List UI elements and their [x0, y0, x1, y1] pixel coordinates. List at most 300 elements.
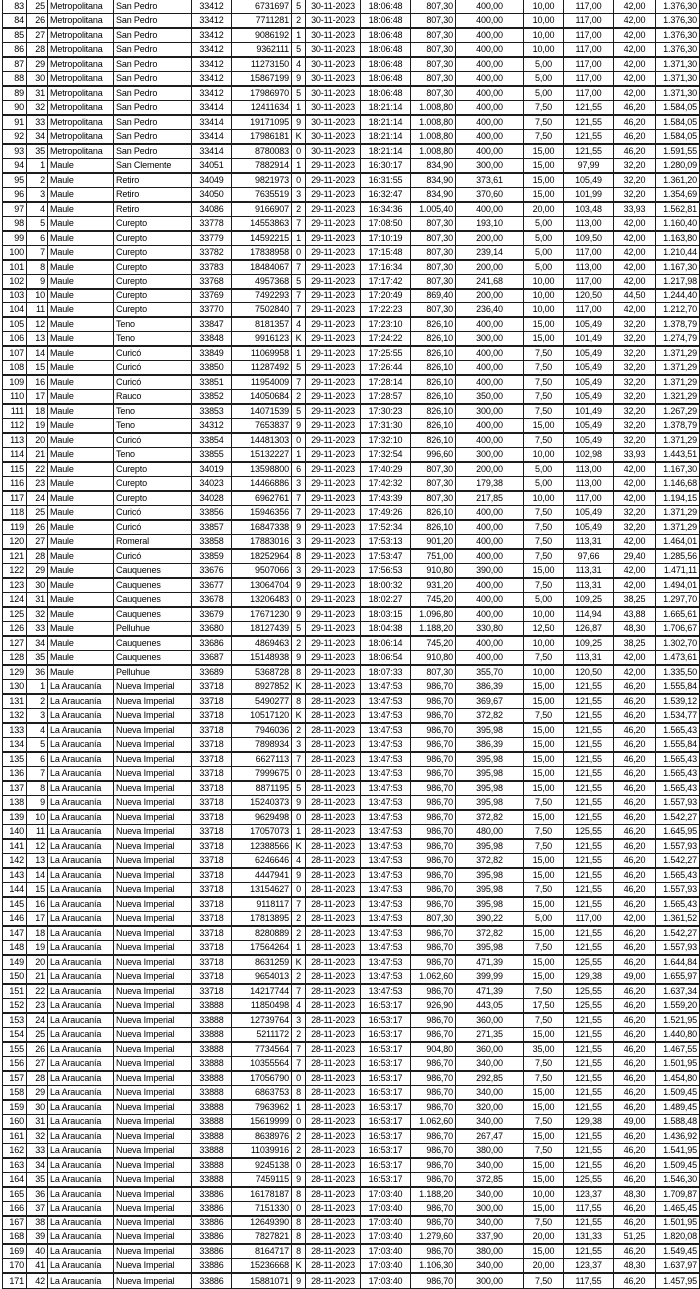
cell-fecha[interactable]: 28-11-2023	[306, 1143, 361, 1157]
cell-numero[interactable]: 13064704	[232, 578, 292, 592]
cell-total[interactable]: 1.217,98	[656, 274, 700, 288]
cell-monto-2[interactable]: 386,39	[456, 680, 524, 694]
cell-comuna[interactable]: Curicó	[114, 375, 192, 389]
cell-numero[interactable]: 9245138	[232, 1158, 292, 1172]
cell-hora[interactable]: 13:47:53	[361, 984, 411, 998]
cell-total[interactable]: 1.565,43	[656, 752, 700, 766]
cell-monto-1[interactable]: 986,70	[411, 766, 456, 780]
cell-numero[interactable]: 12411634	[232, 100, 292, 114]
cell-monto-3[interactable]: 15,00	[524, 766, 564, 780]
cell-monto-5[interactable]: 46,20	[614, 1129, 656, 1143]
cell-monto-4[interactable]: 117,55	[564, 1201, 614, 1215]
cell-region[interactable]: Maule	[48, 607, 114, 621]
cell-row-number[interactable]: 141	[3, 839, 27, 853]
cell-row-number[interactable]: 119	[3, 520, 27, 534]
cell-region[interactable]: Metropolitana	[48, 144, 114, 158]
cell-monto-3[interactable]: 15,00	[524, 752, 564, 766]
cell-codigo[interactable]: 33850	[192, 361, 232, 375]
cell-hora[interactable]: 17:10:19	[361, 231, 411, 245]
cell-total[interactable]: 1.542,27	[656, 810, 700, 824]
cell-fecha[interactable]: 29-11-2023	[306, 506, 361, 520]
cell-fecha[interactable]: 29-11-2023	[306, 361, 361, 375]
cell-monto-1[interactable]: 986,70	[411, 1085, 456, 1099]
cell-hora[interactable]: 18:21:14	[361, 144, 411, 158]
cell-numero[interactable]: 6962761	[232, 491, 292, 505]
cell-monto-2[interactable]: 200,00	[456, 462, 524, 476]
cell-monto-3[interactable]: 15,00	[524, 187, 564, 201]
cell-codigo[interactable]: 33886	[192, 1273, 232, 1288]
cell-seq[interactable]: 29	[27, 57, 48, 71]
cell-seq[interactable]: 30	[27, 71, 48, 85]
cell-seq[interactable]: 34	[27, 1158, 48, 1172]
cell-total[interactable]: 1.501,95	[656, 1216, 700, 1230]
cell-monto-1[interactable]: 1.005,40	[411, 202, 456, 216]
cell-monto-5[interactable]: 46,20	[614, 824, 656, 838]
cell-dv[interactable]: 3	[292, 1013, 306, 1027]
cell-dv[interactable]: 9	[292, 651, 306, 665]
cell-dv[interactable]: 8	[292, 1216, 306, 1230]
cell-fecha[interactable]: 29-11-2023	[306, 578, 361, 592]
cell-numero[interactable]: 6731697	[232, 0, 292, 13]
cell-fecha[interactable]: 29-11-2023	[306, 158, 361, 172]
cell-region[interactable]: La Araucanía	[48, 926, 114, 940]
cell-region[interactable]: Metropolitana	[48, 28, 114, 42]
cell-hora[interactable]: 17:24:22	[361, 332, 411, 346]
cell-monto-4[interactable]: 125,55	[564, 1172, 614, 1186]
cell-row-number[interactable]: 86	[3, 42, 27, 56]
cell-comuna[interactable]: Teno	[114, 419, 192, 433]
cell-comuna[interactable]: Nueva Imperial	[114, 868, 192, 882]
cell-seq[interactable]: 20	[27, 955, 48, 969]
cell-monto-2[interactable]: 400,00	[456, 375, 524, 389]
cell-row-number[interactable]: 108	[3, 361, 27, 375]
cell-seq[interactable]: 38	[27, 1216, 48, 1230]
cell-region[interactable]: Maule	[48, 332, 114, 346]
cell-monto-3[interactable]: 5,00	[524, 593, 564, 607]
cell-hora[interactable]: 13:47:53	[361, 940, 411, 954]
cell-fecha[interactable]: 28-11-2023	[306, 738, 361, 752]
cell-seq[interactable]: 10	[27, 810, 48, 824]
cell-hora[interactable]: 16:31:55	[361, 173, 411, 187]
cell-row-number[interactable]: 161	[3, 1129, 27, 1143]
cell-numero[interactable]: 16178187	[232, 1187, 292, 1201]
cell-seq[interactable]: 28	[27, 549, 48, 563]
cell-seq[interactable]: 22	[27, 984, 48, 998]
cell-monto-4[interactable]: 121,55	[564, 1143, 614, 1157]
cell-total[interactable]: 1.244,40	[656, 289, 700, 303]
cell-codigo[interactable]: 34049	[192, 173, 232, 187]
cell-monto-1[interactable]: 807,30	[411, 491, 456, 505]
cell-comuna[interactable]: Nueva Imperial	[114, 1027, 192, 1041]
cell-codigo[interactable]: 33414	[192, 144, 232, 158]
cell-monto-1[interactable]: 1.188,20	[411, 622, 456, 636]
cell-codigo[interactable]: 33783	[192, 260, 232, 274]
cell-monto-5[interactable]: 46,20	[614, 1273, 656, 1288]
cell-region[interactable]: Maule	[48, 187, 114, 201]
cell-hora[interactable]: 17:32:54	[361, 448, 411, 462]
cell-codigo[interactable]: 33718	[192, 680, 232, 694]
cell-monto-2[interactable]: 300,00	[456, 1201, 524, 1215]
cell-monto-3[interactable]: 10,00	[524, 636, 564, 650]
cell-fecha[interactable]: 29-11-2023	[306, 274, 361, 288]
cell-codigo[interactable]: 33718	[192, 795, 232, 809]
cell-monto-4[interactable]: 113,00	[564, 477, 614, 491]
cell-fecha[interactable]: 29-11-2023	[306, 231, 361, 245]
cell-monto-3[interactable]: 15,00	[524, 144, 564, 158]
cell-row-number[interactable]: 170	[3, 1259, 27, 1273]
cell-codigo[interactable]: 33718	[192, 723, 232, 737]
cell-fecha[interactable]: 29-11-2023	[306, 607, 361, 621]
cell-codigo[interactable]: 33854	[192, 433, 232, 447]
cell-dv[interactable]: 1	[292, 824, 306, 838]
cell-fecha[interactable]: 28-11-2023	[306, 926, 361, 940]
cell-monto-1[interactable]: 986,70	[411, 810, 456, 824]
cell-monto-4[interactable]: 121,55	[564, 882, 614, 896]
cell-monto-3[interactable]: 15,00	[524, 723, 564, 737]
cell-monto-4[interactable]: 117,00	[564, 491, 614, 505]
cell-codigo[interactable]: 33847	[192, 317, 232, 331]
cell-monto-3[interactable]: 10,00	[524, 42, 564, 56]
cell-codigo[interactable]: 33412	[192, 0, 232, 13]
cell-monto-3[interactable]: 10,00	[524, 289, 564, 303]
cell-monto-2[interactable]: 330,80	[456, 622, 524, 636]
cell-monto-3[interactable]: 15,00	[524, 969, 564, 983]
cell-hora[interactable]: 18:06:14	[361, 636, 411, 650]
cell-dv[interactable]: 0	[292, 433, 306, 447]
cell-monto-4[interactable]: 120,50	[564, 289, 614, 303]
cell-total[interactable]: 1.557,93	[656, 882, 700, 896]
cell-fecha[interactable]: 28-11-2023	[306, 723, 361, 737]
cell-monto-3[interactable]: 5,00	[524, 86, 564, 100]
cell-monto-1[interactable]: 807,30	[411, 665, 456, 679]
cell-region[interactable]: La Araucanía	[48, 839, 114, 853]
cell-seq[interactable]: 9	[27, 795, 48, 809]
cell-numero[interactable]: 13154627	[232, 882, 292, 896]
cell-monto-3[interactable]: 10,00	[524, 0, 564, 13]
cell-monto-2[interactable]: 200,00	[456, 289, 524, 303]
cell-monto-5[interactable]: 46,20	[614, 984, 656, 998]
cell-monto-4[interactable]: 117,00	[564, 57, 614, 71]
cell-dv[interactable]: 2	[292, 202, 306, 216]
cell-hora[interactable]: 17:53:13	[361, 535, 411, 549]
cell-monto-1[interactable]: 910,80	[411, 564, 456, 578]
cell-monto-4[interactable]: 121,55	[564, 781, 614, 795]
cell-row-number[interactable]: 148	[3, 940, 27, 954]
cell-monto-1[interactable]: 986,70	[411, 781, 456, 795]
cell-numero[interactable]: 7999675	[232, 766, 292, 780]
cell-monto-3[interactable]: 15,00	[524, 781, 564, 795]
cell-monto-5[interactable]: 42,00	[614, 578, 656, 592]
cell-hora[interactable]: 16:53:17	[361, 1129, 411, 1143]
cell-numero[interactable]: 8181357	[232, 317, 292, 331]
cell-monto-3[interactable]: 5,00	[524, 57, 564, 71]
cell-monto-4[interactable]: 121,55	[564, 723, 614, 737]
cell-total[interactable]: 1.371,29	[656, 520, 700, 534]
cell-monto-4[interactable]: 121,55	[564, 868, 614, 882]
cell-monto-1[interactable]: 1.008,80	[411, 115, 456, 129]
cell-dv[interactable]: 7	[292, 984, 306, 998]
cell-fecha[interactable]: 28-11-2023	[306, 1085, 361, 1099]
cell-total[interactable]: 1.565,43	[656, 897, 700, 911]
cell-monto-3[interactable]: 7,50	[524, 129, 564, 143]
cell-dv[interactable]: 1	[292, 158, 306, 172]
cell-region[interactable]: Maule	[48, 158, 114, 172]
cell-monto-3[interactable]: 7,50	[524, 1273, 564, 1288]
cell-monto-3[interactable]: 15,00	[524, 810, 564, 824]
cell-monto-3[interactable]: 10,00	[524, 274, 564, 288]
cell-row-number[interactable]: 109	[3, 375, 27, 389]
cell-comuna[interactable]: San Pedro	[114, 42, 192, 56]
cell-monto-5[interactable]: 42,00	[614, 57, 656, 71]
cell-codigo[interactable]: 33856	[192, 506, 232, 520]
cell-seq[interactable]: 4	[27, 202, 48, 216]
cell-seq[interactable]: 31	[27, 86, 48, 100]
cell-monto-2[interactable]: 292,85	[456, 1071, 524, 1085]
cell-total[interactable]: 1.706,67	[656, 622, 700, 636]
cell-fecha[interactable]: 29-11-2023	[306, 433, 361, 447]
cell-fecha[interactable]: 30-11-2023	[306, 42, 361, 56]
cell-monto-5[interactable]: 38,25	[614, 593, 656, 607]
cell-codigo[interactable]: 33886	[192, 1244, 232, 1258]
cell-row-number[interactable]: 87	[3, 57, 27, 71]
cell-total[interactable]: 1.665,61	[656, 607, 700, 621]
cell-codigo[interactable]: 33888	[192, 1071, 232, 1085]
cell-monto-3[interactable]: 15,00	[524, 1085, 564, 1099]
cell-dv[interactable]: 5	[292, 361, 306, 375]
cell-region[interactable]: La Araucanía	[48, 1129, 114, 1143]
cell-hora[interactable]: 18:06:48	[361, 86, 411, 100]
cell-total[interactable]: 1.285,56	[656, 549, 700, 563]
cell-dv[interactable]: 3	[292, 564, 306, 578]
cell-monto-4[interactable]: 103,48	[564, 202, 614, 216]
cell-numero[interactable]: 4957368	[232, 274, 292, 288]
cell-monto-4[interactable]: 125,55	[564, 998, 614, 1012]
cell-region[interactable]: Maule	[48, 549, 114, 563]
cell-monto-3[interactable]: 20,00	[524, 1259, 564, 1273]
cell-numero[interactable]: 15881071	[232, 1273, 292, 1288]
cell-seq[interactable]: 27	[27, 28, 48, 42]
cell-hora[interactable]: 13:47:53	[361, 694, 411, 708]
cell-seq[interactable]: 26	[27, 520, 48, 534]
cell-numero[interactable]: 9507066	[232, 564, 292, 578]
cell-region[interactable]: Metropolitana	[48, 57, 114, 71]
cell-monto-1[interactable]: 996,60	[411, 448, 456, 462]
cell-region[interactable]: La Araucanía	[48, 781, 114, 795]
cell-seq[interactable]: 11	[27, 303, 48, 317]
cell-numero[interactable]: 7151330	[232, 1201, 292, 1215]
cell-numero[interactable]: 7827821	[232, 1230, 292, 1244]
cell-fecha[interactable]: 28-11-2023	[306, 969, 361, 983]
cell-dv[interactable]: 2	[292, 1143, 306, 1157]
cell-dv[interactable]: 0	[292, 173, 306, 187]
cell-monto-3[interactable]: 20,00	[524, 202, 564, 216]
cell-row-number[interactable]: 117	[3, 491, 27, 505]
cell-comuna[interactable]: Nueva Imperial	[114, 1259, 192, 1273]
cell-comuna[interactable]: Retiro	[114, 173, 192, 187]
cell-region[interactable]: La Araucanía	[48, 738, 114, 752]
cell-dv[interactable]: 7	[292, 303, 306, 317]
cell-numero[interactable]: 17883016	[232, 535, 292, 549]
cell-monto-1[interactable]: 986,70	[411, 984, 456, 998]
cell-numero[interactable]: 13206483	[232, 593, 292, 607]
cell-monto-5[interactable]: 38,25	[614, 636, 656, 650]
cell-comuna[interactable]: Nueva Imperial	[114, 1172, 192, 1186]
cell-total[interactable]: 1.489,45	[656, 1100, 700, 1114]
cell-numero[interactable]: 7492293	[232, 289, 292, 303]
cell-monto-3[interactable]: 7,50	[524, 940, 564, 954]
cell-monto-4[interactable]: 121,55	[564, 810, 614, 824]
cell-total[interactable]: 1.167,30	[656, 462, 700, 476]
cell-monto-4[interactable]: 125,55	[564, 955, 614, 969]
cell-monto-2[interactable]: 395,98	[456, 795, 524, 809]
cell-comuna[interactable]: Curicó	[114, 549, 192, 563]
cell-monto-4[interactable]: 121,55	[564, 709, 614, 723]
cell-fecha[interactable]: 29-11-2023	[306, 245, 361, 259]
cell-fecha[interactable]: 29-11-2023	[306, 448, 361, 462]
cell-fecha[interactable]: 28-11-2023	[306, 998, 361, 1012]
cell-numero[interactable]: 8638976	[232, 1129, 292, 1143]
cell-monto-2[interactable]: 400,00	[456, 115, 524, 129]
cell-monto-2[interactable]: 400,00	[456, 607, 524, 621]
cell-monto-3[interactable]: 7,50	[524, 1114, 564, 1128]
cell-total[interactable]: 1.820,08	[656, 1230, 700, 1244]
cell-seq[interactable]: 33	[27, 622, 48, 636]
cell-total[interactable]: 1.361,20	[656, 173, 700, 187]
cell-monto-4[interactable]: 117,00	[564, 71, 614, 85]
cell-codigo[interactable]: 33677	[192, 578, 232, 592]
cell-monto-3[interactable]: 7,50	[524, 506, 564, 520]
cell-dv[interactable]: 9	[292, 578, 306, 592]
cell-numero[interactable]: 6246646	[232, 853, 292, 867]
cell-monto-5[interactable]: 33,93	[614, 202, 656, 216]
cell-monto-4[interactable]: 117,00	[564, 0, 614, 13]
cell-monto-1[interactable]: 807,30	[411, 231, 456, 245]
cell-monto-3[interactable]: 7,50	[524, 578, 564, 592]
cell-row-number[interactable]: 149	[3, 955, 27, 969]
cell-fecha[interactable]: 30-11-2023	[306, 115, 361, 129]
cell-fecha[interactable]: 28-11-2023	[306, 911, 361, 925]
cell-monto-2[interactable]: 395,98	[456, 723, 524, 737]
cell-dv[interactable]: 5	[292, 274, 306, 288]
cell-comuna[interactable]: Rauco	[114, 390, 192, 404]
cell-numero[interactable]: 11273150	[232, 57, 292, 71]
cell-numero[interactable]: 15132227	[232, 448, 292, 462]
cell-numero[interactable]: 13598800	[232, 462, 292, 476]
cell-total[interactable]: 1.541,95	[656, 1143, 700, 1157]
cell-numero[interactable]: 15240373	[232, 795, 292, 809]
cell-comuna[interactable]: San Pedro	[114, 71, 192, 85]
cell-comuna[interactable]: Nueva Imperial	[114, 1273, 192, 1288]
cell-row-number[interactable]: 114	[3, 448, 27, 462]
cell-monto-2[interactable]: 471,39	[456, 955, 524, 969]
cell-monto-2[interactable]: 400,00	[456, 433, 524, 447]
cell-codigo[interactable]: 33857	[192, 520, 232, 534]
cell-seq[interactable]: 3	[27, 187, 48, 201]
cell-total[interactable]: 1.467,55	[656, 1042, 700, 1056]
cell-monto-4[interactable]: 121,55	[564, 1100, 614, 1114]
cell-row-number[interactable]: 91	[3, 115, 27, 129]
cell-hora[interactable]: 17:43:39	[361, 491, 411, 505]
cell-monto-1[interactable]: 1.062,60	[411, 969, 456, 983]
cell-monto-4[interactable]: 121,55	[564, 1085, 614, 1099]
cell-hora[interactable]: 17:17:42	[361, 274, 411, 288]
cell-monto-5[interactable]: 43,88	[614, 607, 656, 621]
cell-codigo[interactable]: 33718	[192, 824, 232, 838]
cell-monto-4[interactable]: 121,55	[564, 694, 614, 708]
cell-comuna[interactable]: Curepto	[114, 289, 192, 303]
cell-row-number[interactable]: 166	[3, 1201, 27, 1215]
cell-fecha[interactable]: 29-11-2023	[306, 622, 361, 636]
cell-seq[interactable]: 15	[27, 882, 48, 896]
cell-fecha[interactable]: 29-11-2023	[306, 491, 361, 505]
cell-numero[interactable]: 15867199	[232, 71, 292, 85]
cell-hora[interactable]: 17:42:32	[361, 477, 411, 491]
cell-total[interactable]: 1.376,30	[656, 28, 700, 42]
cell-row-number[interactable]: 155	[3, 1042, 27, 1056]
cell-hora[interactable]: 17:16:34	[361, 260, 411, 274]
cell-hora[interactable]: 17:52:34	[361, 520, 411, 534]
cell-numero[interactable]: 9654013	[232, 969, 292, 983]
cell-fecha[interactable]: 28-11-2023	[306, 1216, 361, 1230]
cell-dv[interactable]: 9	[292, 520, 306, 534]
cell-hora[interactable]: 13:47:53	[361, 969, 411, 983]
cell-comuna[interactable]: San Pedro	[114, 86, 192, 100]
cell-monto-5[interactable]: 46,20	[614, 738, 656, 752]
cell-region[interactable]: Maule	[48, 491, 114, 505]
cell-row-number[interactable]: 118	[3, 506, 27, 520]
cell-monto-2[interactable]: 400,00	[456, 578, 524, 592]
cell-numero[interactable]: 9118117	[232, 897, 292, 911]
cell-monto-3[interactable]: 15,00	[524, 317, 564, 331]
cell-total[interactable]: 1.645,95	[656, 824, 700, 838]
cell-monto-5[interactable]: 51,25	[614, 1230, 656, 1244]
cell-region[interactable]: Maule	[48, 202, 114, 216]
cell-numero[interactable]: 12388566	[232, 839, 292, 853]
cell-monto-3[interactable]: 5,00	[524, 216, 564, 230]
cell-seq[interactable]: 34	[27, 636, 48, 650]
cell-monto-1[interactable]: 910,80	[411, 651, 456, 665]
cell-seq[interactable]: 27	[27, 535, 48, 549]
cell-fecha[interactable]: 29-11-2023	[306, 303, 361, 317]
cell-comuna[interactable]: Curicó	[114, 361, 192, 375]
cell-total[interactable]: 1.546,30	[656, 1172, 700, 1186]
cell-numero[interactable]: 11954009	[232, 375, 292, 389]
cell-monto-1[interactable]: 986,70	[411, 1100, 456, 1114]
cell-fecha[interactable]: 28-11-2023	[306, 1172, 361, 1186]
cell-numero[interactable]: 7898934	[232, 738, 292, 752]
cell-comuna[interactable]: Cauquenes	[114, 651, 192, 665]
cell-fecha[interactable]: 28-11-2023	[306, 1244, 361, 1258]
cell-comuna[interactable]: Nueva Imperial	[114, 723, 192, 737]
cell-dv[interactable]: 1	[292, 448, 306, 462]
cell-codigo[interactable]: 33689	[192, 665, 232, 679]
cell-fecha[interactable]: 28-11-2023	[306, 839, 361, 853]
cell-codigo[interactable]: 33718	[192, 853, 232, 867]
cell-row-number[interactable]: 120	[3, 535, 27, 549]
cell-row-number[interactable]: 105	[3, 317, 27, 331]
cell-codigo[interactable]: 33718	[192, 781, 232, 795]
cell-seq[interactable]: 39	[27, 1230, 48, 1244]
cell-row-number[interactable]: 125	[3, 607, 27, 621]
cell-numero[interactable]: 19171095	[232, 115, 292, 129]
cell-monto-2[interactable]: 400,00	[456, 71, 524, 85]
cell-monto-2[interactable]: 400,00	[456, 506, 524, 520]
cell-row-number[interactable]: 146	[3, 911, 27, 925]
cell-seq[interactable]: 32	[27, 1129, 48, 1143]
cell-numero[interactable]: 14553863	[232, 216, 292, 230]
cell-dv[interactable]: 1	[292, 100, 306, 114]
cell-hora[interactable]: 13:47:53	[361, 723, 411, 737]
